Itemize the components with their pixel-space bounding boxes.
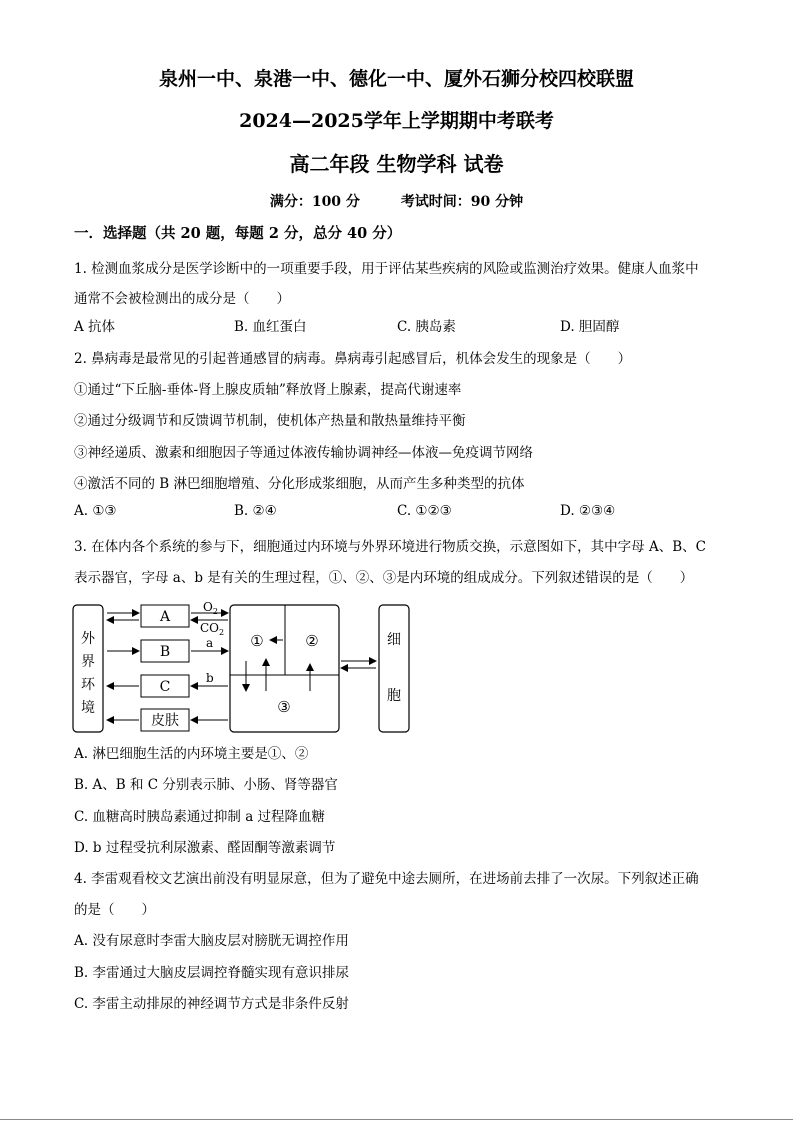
full-score: 满分：100 分 — [269, 194, 360, 210]
outer-label-2: 界 — [81, 654, 95, 670]
q4-option-c[interactable]: C. 李雷主动排尿的神经调节方式是非条件反射 — [74, 996, 349, 1012]
q2-option-a[interactable]: A. ①③ — [74, 503, 117, 519]
page-bottom-rule — [0, 1119, 793, 1120]
q1-option-d[interactable]: D. 胆固醇 — [560, 319, 620, 335]
process-a-label: a — [206, 636, 214, 650]
cell-label-2: 胞 — [387, 688, 401, 704]
q1-option-a[interactable]: A 抗体 — [74, 319, 116, 335]
component-1: ① — [250, 632, 264, 650]
process-b-label: b — [206, 671, 214, 685]
question-1-options — [74, 315, 724, 335]
exam-term-title: 2024—2025学年上学期期中考联考 — [239, 110, 554, 132]
q2-statement-3: ③神经递质、激素和细胞因子等通过体液传输协调神经—体液—免疫调节网络 — [74, 445, 533, 461]
q3-option-d[interactable]: D. b 过程受抗利尿激素、醛固酮等激素调节 — [74, 840, 336, 856]
question-1-stem-cont: 通常不会被检测出的成分是（ ） — [74, 291, 290, 307]
section-heading: 一．选择题（共 20 题，每题 2 分，总分 40 分） — [74, 225, 402, 242]
exam-union-title: 泉州一中、泉港一中、德化一中、厦外石狮分校四校联盟 — [158, 68, 634, 90]
question-2-options — [74, 503, 724, 523]
q2-option-b[interactable]: B. ②④ — [234, 503, 277, 519]
organ-b-label: B — [159, 644, 171, 660]
component-2: ② — [305, 632, 319, 650]
question-4-stem-cont: 的是（ ） — [74, 902, 155, 918]
skin-label: 皮肤 — [151, 713, 179, 729]
question-3-stem: 3. 在体内各个系统的参与下，细胞通过内环境与外界环境进行物质交换，示意图如下，其中字母 A、B、C — [74, 539, 706, 555]
q2-option-d[interactable]: D. ②③④ — [560, 503, 616, 519]
outer-label-3: 环 — [81, 677, 95, 693]
exam-meta — [0, 191, 793, 211]
co2-label: $CO_2$ — [200, 621, 225, 637]
q2-option-c[interactable]: C. ①②③ — [397, 503, 452, 519]
q2-statement-4: ④激活不同的 B 淋巴细胞增殖、分化形成浆细胞，从而产生多种类型的抗体 — [74, 476, 525, 492]
q2-statement-2: ②通过分级调节和反馈调节机制，使机体产热量和散热量维持平衡 — [74, 413, 466, 429]
organ-c-label: C — [159, 679, 171, 695]
question-2-stem: 2. 鼻病毒是最常见的引起普通感冒的病毒。鼻病毒引起感冒后，机体会发生的现象是（ ） — [74, 351, 632, 367]
q3-option-b[interactable]: B. A、B 和 C 分别表示肺、小肠、肾等器官 — [74, 777, 338, 793]
o2-label: $O_2$ — [203, 600, 218, 616]
question-3-stem-cont: 表示器官，字母 a、b 是有关的生理过程，①、②、③是内环境的组成成分。下列叙述错误的是（ ） — [74, 570, 694, 586]
q1-option-b[interactable]: B. 血红蛋白 — [234, 319, 307, 335]
q3-option-c[interactable]: C. 血糖高时胰岛素通过抑制 a 过程降血糖 — [74, 809, 326, 825]
exam-subject-title: 高二年段 生物学科 试卷 — [289, 152, 504, 176]
exam-duration: 考试时间：90 分钟 — [400, 194, 524, 210]
q4-option-a[interactable]: A. 没有尿意时李雷大脑皮层对膀胱无调控作用 — [74, 933, 349, 949]
q2-statement-1: ①通过“下丘脑-垂体-肾上腺皮质轴”释放肾上腺素，提高代谢速率 — [74, 382, 462, 398]
outer-label-4: 境 — [81, 700, 95, 716]
organ-a-label: A — [159, 609, 171, 625]
q1-option-c[interactable]: C. 胰岛素 — [397, 319, 456, 335]
material-exchange-diagram — [70, 600, 415, 740]
question-1-stem: 1. 检测血浆成分是医学诊断中的一项重要手段，用于评估某些疾病的风险或监测治疗效果。健康人血浆中 — [74, 261, 699, 277]
cell-box — [379, 605, 409, 732]
question-4-stem: 4. 李雷观看校文艺演出前没有明显尿意，但为了避免中途去厕所，在进场前去排了一次尿。下列叙述正确 — [74, 871, 699, 887]
q4-option-b[interactable]: B. 李雷通过大脑皮层调控脊髓实现有意识排尿 — [74, 965, 350, 981]
q3-option-a[interactable]: A. 淋巴细胞生活的内环境主要是①、② — [74, 746, 309, 762]
cell-label-1: 细 — [387, 632, 401, 648]
outer-label-1: 外 — [81, 631, 95, 647]
component-3: ③ — [277, 698, 291, 716]
